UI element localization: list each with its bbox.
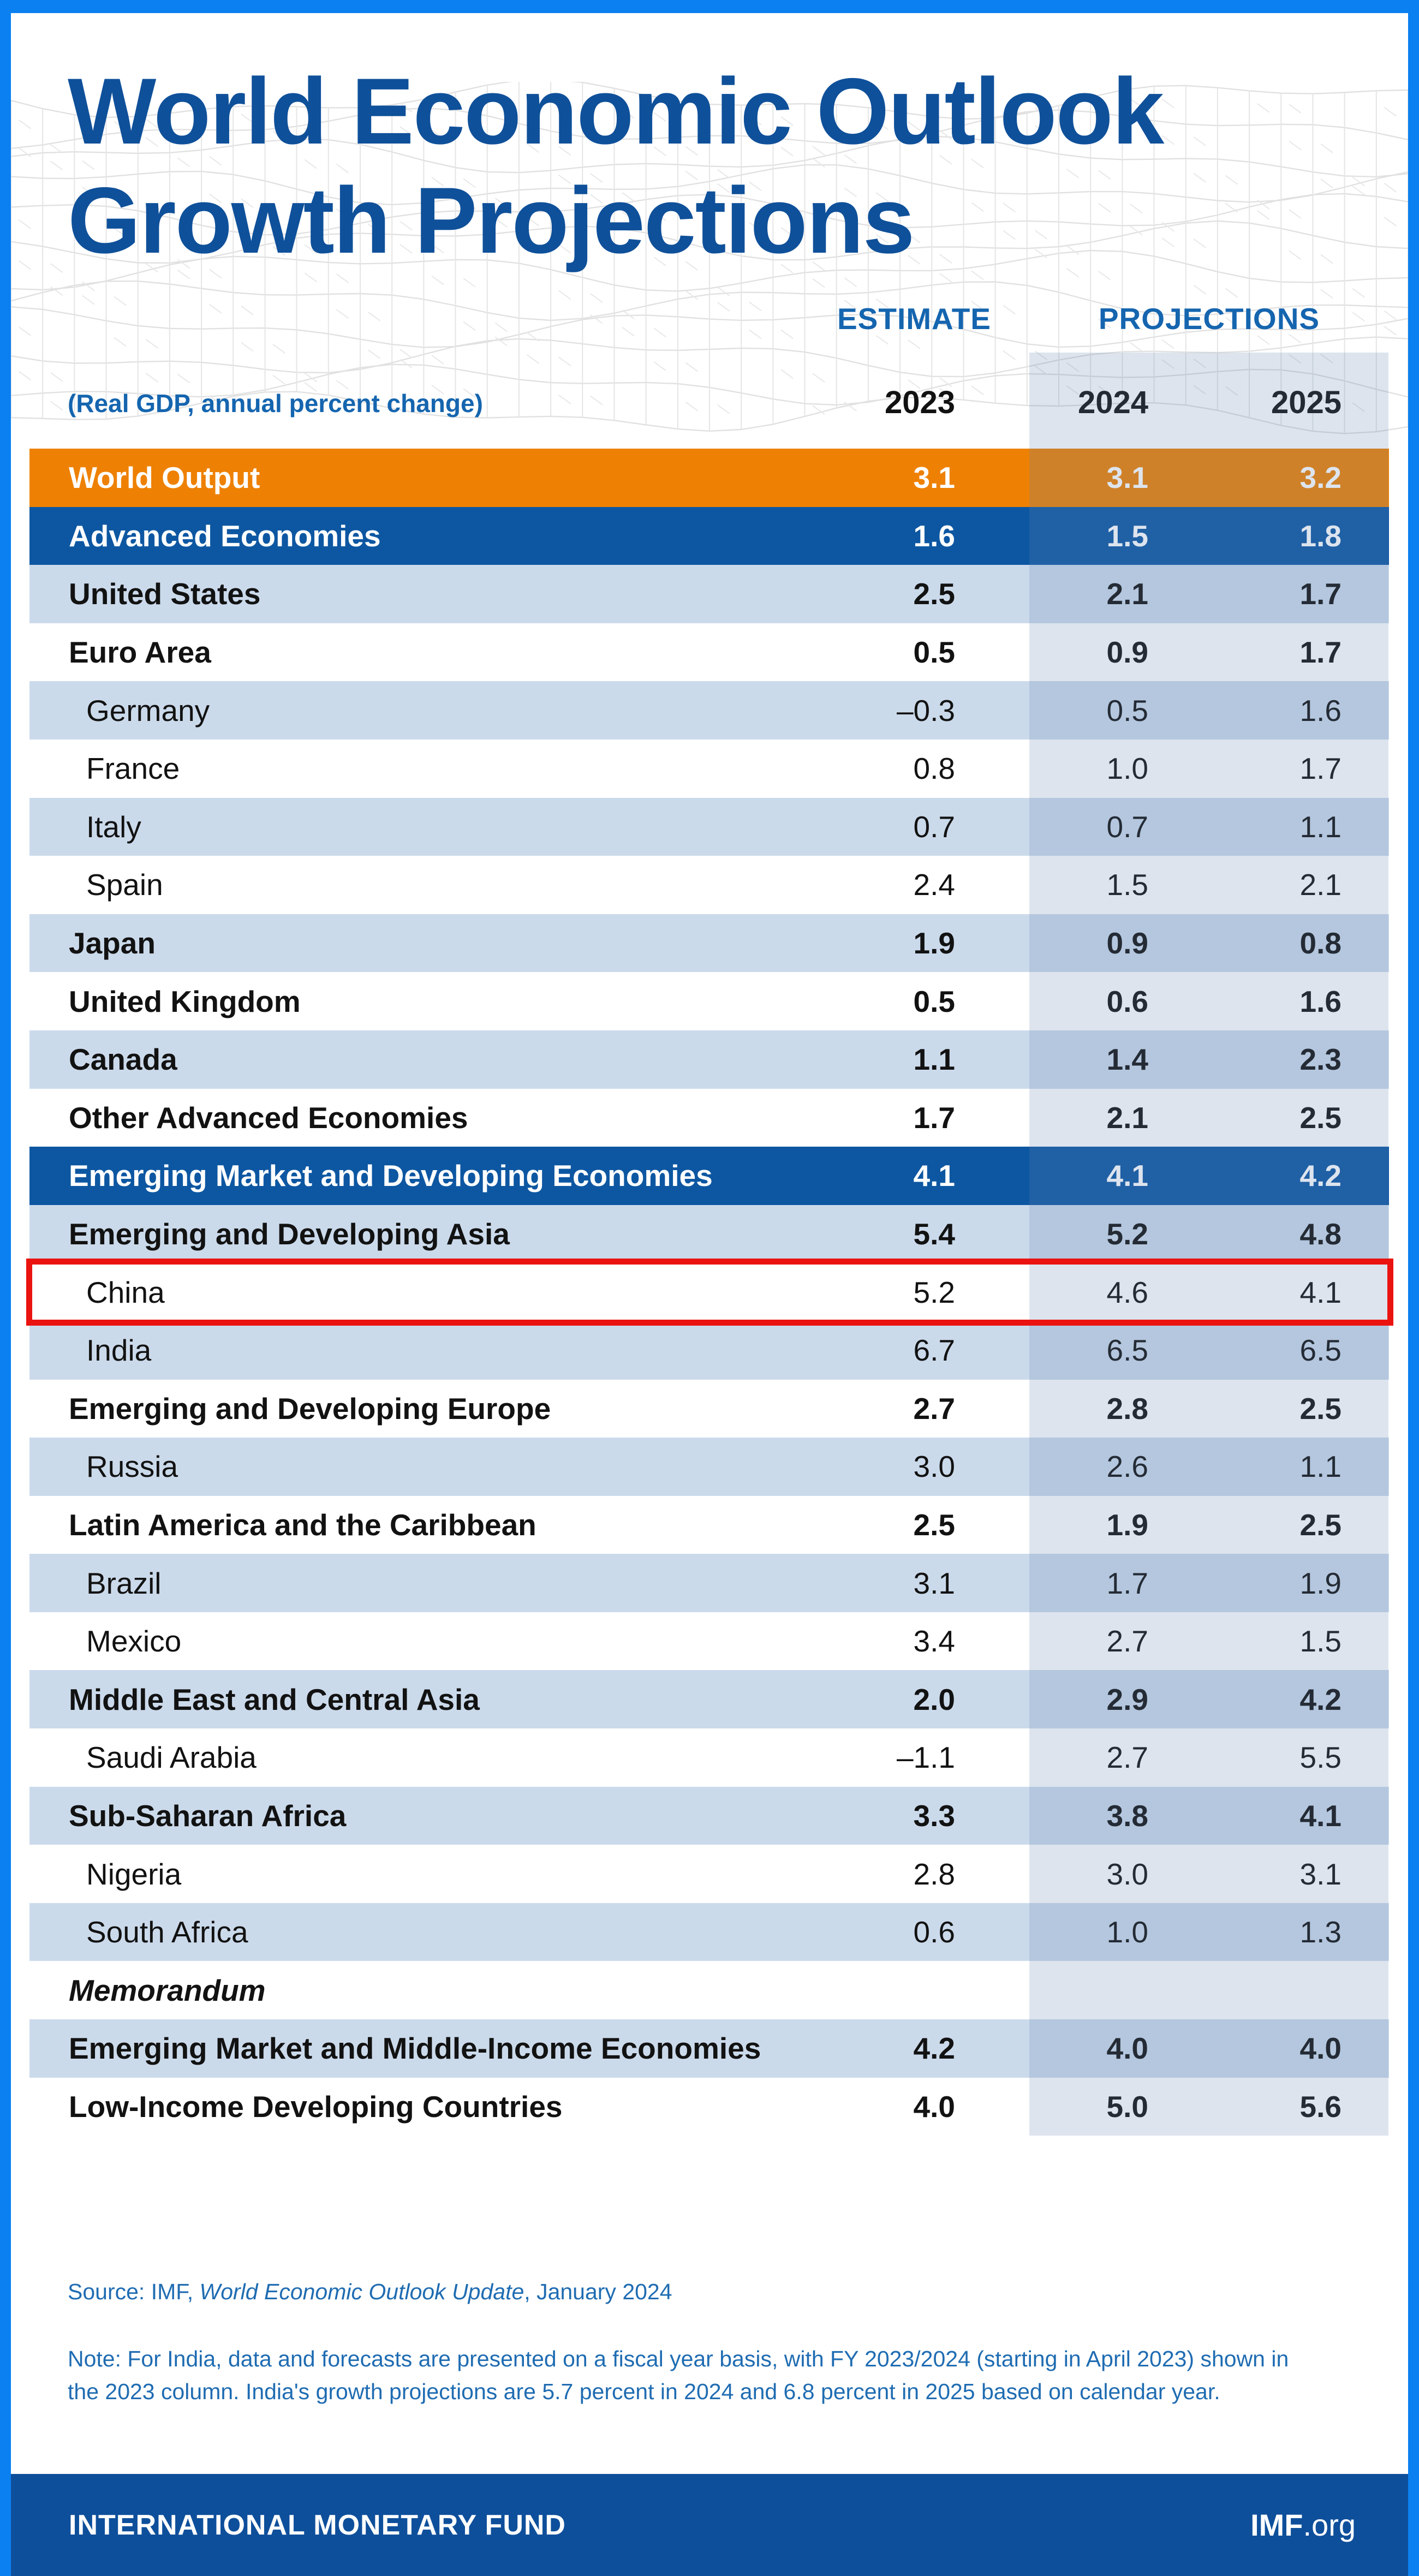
year-2025-label: 2025: [1271, 385, 1342, 420]
row-value: 3.3: [913, 1798, 955, 1833]
row-label: Emerging and Developing Europe: [69, 1391, 551, 1426]
row-value: 2.5: [1299, 1391, 1342, 1426]
row-value: 3.1: [1106, 461, 1148, 495]
table-row: [29, 740, 1389, 798]
row-value: 1.6: [913, 518, 955, 553]
table-row: [29, 1903, 1389, 1961]
row-value: 2.6: [1106, 1450, 1148, 1484]
row-value: 5.2: [1106, 1217, 1148, 1251]
row-label: Italy: [86, 809, 141, 844]
row-value: 0.7: [913, 809, 955, 844]
row-value: 4.0: [1106, 2031, 1148, 2066]
row-label: Middle East and Central Asia: [69, 1682, 480, 1716]
footer-imf-org-bold: IMF: [1250, 2508, 1303, 2542]
table-row: [29, 507, 1389, 565]
row-label: Nigeria: [86, 1857, 182, 1891]
row-label: South Africa: [86, 1915, 248, 1949]
row-value: 5.6: [1299, 2089, 1342, 2124]
row-label: World Output: [69, 461, 260, 495]
row-value: 2.0: [913, 1682, 955, 1716]
row-value: 0.9: [1106, 635, 1148, 670]
footer-imf-org-link: [1250, 2507, 1356, 2543]
row-value: 5.4: [913, 1217, 955, 1251]
source-publication: World Economic Outlook Update: [199, 2279, 524, 2304]
row-value: 3.8: [1106, 1798, 1148, 1833]
year-2023-label: 2023: [884, 385, 955, 420]
row-value: 2.1: [1106, 577, 1148, 611]
row-label: Russia: [86, 1450, 178, 1484]
row-value: 3.2: [1299, 461, 1342, 495]
row-value: 1.8: [1299, 518, 1342, 553]
row-value: 0.7: [1106, 809, 1148, 844]
table-row: [29, 623, 1389, 682]
row-value: 2.5: [913, 1507, 955, 1542]
row-label: France: [86, 752, 180, 786]
row-label: Advanced Economies: [69, 518, 381, 553]
row-value: 4.6: [1106, 1275, 1148, 1309]
row-value: 4.2: [1299, 1682, 1342, 1716]
row-label: Brazil: [86, 1566, 162, 1600]
page-border-right: [1408, 0, 1419, 2576]
table-row: [29, 914, 1389, 973]
row-value: 0.8: [913, 752, 955, 786]
note-text: Note: For India, data and forecasts are presented on a fiscal year basis, with FY 2023/2024 (starting in April 2023) shown in the 2023 column. India's growth projections are 5.7 percent in 2024 and 6.8 percent in 2025 based on calendar year.: [68, 2346, 1289, 2404]
table-row: [29, 1438, 1389, 1496]
table-row: [29, 681, 1389, 740]
row-label: Saudi Arabia: [86, 1740, 257, 1775]
row-value: 0.5: [913, 635, 955, 670]
row-label: United States: [69, 577, 261, 611]
row-value: 2.7: [913, 1391, 955, 1426]
row-value: 2.3: [1299, 1042, 1342, 1077]
row-value: 1.5: [1106, 518, 1148, 553]
page-title-line1: World Economic Outlook: [68, 59, 1164, 164]
row-value: 4.0: [913, 2089, 955, 2124]
row-value: –0.3: [896, 693, 955, 728]
row-value: 3.4: [913, 1624, 955, 1659]
row-value: 4.1: [1299, 1798, 1342, 1833]
row-value: 5.0: [1106, 2089, 1148, 2124]
table-row: [29, 1554, 1389, 1612]
row-value: 6.5: [1299, 1333, 1342, 1368]
row-value: 2.4: [913, 868, 955, 902]
row-value: 5.2: [913, 1275, 955, 1309]
table-row: [29, 2019, 1389, 2078]
source-text: [68, 2279, 672, 2305]
row-label: Memorandum: [69, 1973, 266, 2007]
row-value: 1.1: [1299, 1450, 1342, 1484]
table-row: [29, 1205, 1389, 1263]
row-value: 1.6: [1299, 984, 1342, 1018]
row-value: 1.3: [1299, 1915, 1342, 1949]
row-label: Spain: [86, 868, 163, 902]
row-value: 4.1: [1299, 1275, 1342, 1309]
row-value: –1.1: [896, 1740, 955, 1775]
row-value: 2.5: [1299, 1507, 1342, 1542]
row-value: 1.9: [1106, 1507, 1148, 1542]
row-label: Mexico: [86, 1624, 182, 1659]
row-value: 1.0: [1106, 752, 1148, 786]
page-border-top: [0, 0, 1419, 13]
row-value: 1.0: [1106, 1915, 1148, 1949]
row-value: 2.5: [913, 577, 955, 611]
row-label: Other Advanced Economies: [69, 1100, 468, 1135]
table-row: [29, 1089, 1389, 1147]
table-row: [29, 1845, 1389, 1903]
page-border-left: [0, 0, 11, 2576]
row-value: 4.2: [913, 2031, 955, 2066]
table-row: [29, 1321, 1389, 1380]
row-value: 0.8: [1299, 926, 1342, 961]
row-label: Emerging Market and Developing Economies: [69, 1159, 713, 1193]
table-row: [29, 1612, 1389, 1671]
row-label: Canada: [69, 1042, 177, 1077]
row-value: 0.5: [913, 984, 955, 1018]
row-value: 4.2: [1299, 1159, 1342, 1193]
row-value: 0.5: [1106, 693, 1148, 728]
row-value: 1.7: [913, 1100, 955, 1135]
table-row: [29, 1670, 1389, 1728]
table-row: [29, 972, 1389, 1030]
row-value: 0.9: [1106, 926, 1148, 961]
table-row: [29, 565, 1389, 623]
row-value: 1.5: [1106, 868, 1148, 902]
page-title-line2: Growth Projections: [68, 168, 914, 273]
table-row: [29, 1728, 1389, 1787]
row-value: 4.0: [1299, 2031, 1342, 2066]
page-title: [68, 57, 1163, 275]
row-value: 1.7: [1299, 752, 1342, 786]
row-value: 4.8: [1299, 1217, 1342, 1251]
table-row: [29, 1147, 1389, 1205]
row-label: Low-Income Developing Countries: [69, 2089, 563, 2124]
row-value: 3.1: [913, 461, 955, 495]
table-row: [29, 2078, 1389, 2136]
projections-column-label: PROJECTIONS: [1098, 302, 1320, 336]
growth-table: [29, 449, 1389, 2136]
table-row: [29, 449, 1389, 507]
row-label: Emerging and Developing Asia: [69, 1217, 510, 1251]
table-row: [29, 1380, 1389, 1438]
row-value: 6.7: [913, 1333, 955, 1368]
footer-imf-name: INTERNATIONAL MONETARY FUND: [69, 2509, 566, 2541]
row-value: 1.9: [1299, 1566, 1342, 1600]
row-value: 2.7: [1106, 1740, 1148, 1775]
row-label: Latin America and the Caribbean: [69, 1507, 536, 1542]
row-label: Japan: [69, 926, 156, 961]
row-value: 2.1: [1299, 868, 1342, 902]
table-row: [29, 1496, 1389, 1554]
row-value: 2.8: [913, 1857, 955, 1891]
estimate-column-label: ESTIMATE: [837, 302, 991, 336]
row-value: 1.7: [1299, 577, 1342, 611]
row-value: 1.7: [1106, 1566, 1148, 1600]
footer-imf-org-suffix: .org: [1303, 2508, 1356, 2542]
row-label: India: [86, 1333, 152, 1368]
row-value: 1.6: [1299, 693, 1342, 728]
table-row: [29, 856, 1389, 914]
row-value: 3.1: [1299, 1857, 1342, 1891]
row-value: 1.7: [1299, 635, 1342, 670]
row-value: 2.5: [1299, 1100, 1342, 1135]
source-suffix: , January 2024: [524, 2279, 672, 2304]
table-row: [29, 1787, 1389, 1845]
row-label: China: [86, 1275, 165, 1309]
table-subtitle: (Real GDP, annual percent change): [68, 389, 483, 418]
source-prefix: Source: IMF,: [68, 2279, 200, 2304]
row-label: United Kingdom: [69, 984, 301, 1018]
row-value: 5.5: [1299, 1740, 1342, 1775]
row-value: 1.1: [913, 1042, 955, 1077]
year-2024-label: 2024: [1077, 385, 1148, 420]
row-value: 3.0: [913, 1450, 955, 1484]
row-label: Emerging Market and Middle-Income Economies: [69, 2031, 761, 2066]
row-value: 1.4: [1106, 1042, 1148, 1077]
row-value: 2.1: [1106, 1100, 1148, 1135]
row-label: Germany: [86, 693, 210, 728]
row-value: 2.7: [1106, 1624, 1148, 1659]
row-value: 1.5: [1299, 1624, 1342, 1659]
table-row: [29, 1263, 1389, 1321]
row-value: 4.1: [913, 1159, 955, 1193]
row-value: 6.5: [1106, 1333, 1148, 1368]
table-row: [29, 1030, 1389, 1089]
row-value: 4.1: [1106, 1159, 1148, 1193]
row-value: 1.1: [1299, 809, 1342, 844]
row-value: 3.0: [1106, 1857, 1148, 1891]
row-value: 2.9: [1106, 1682, 1148, 1716]
table-row: [29, 1961, 1389, 2019]
table-row: [29, 798, 1389, 856]
row-value: 0.6: [913, 1915, 955, 1949]
row-label: Sub-Saharan Africa: [69, 1798, 347, 1833]
row-label: Euro Area: [69, 635, 211, 670]
row-value: 3.1: [913, 1566, 955, 1600]
row-value: 2.8: [1106, 1391, 1148, 1426]
row-value: 1.9: [913, 926, 955, 961]
footer-bar: [11, 2474, 1408, 2576]
row-value: 0.6: [1106, 984, 1148, 1018]
